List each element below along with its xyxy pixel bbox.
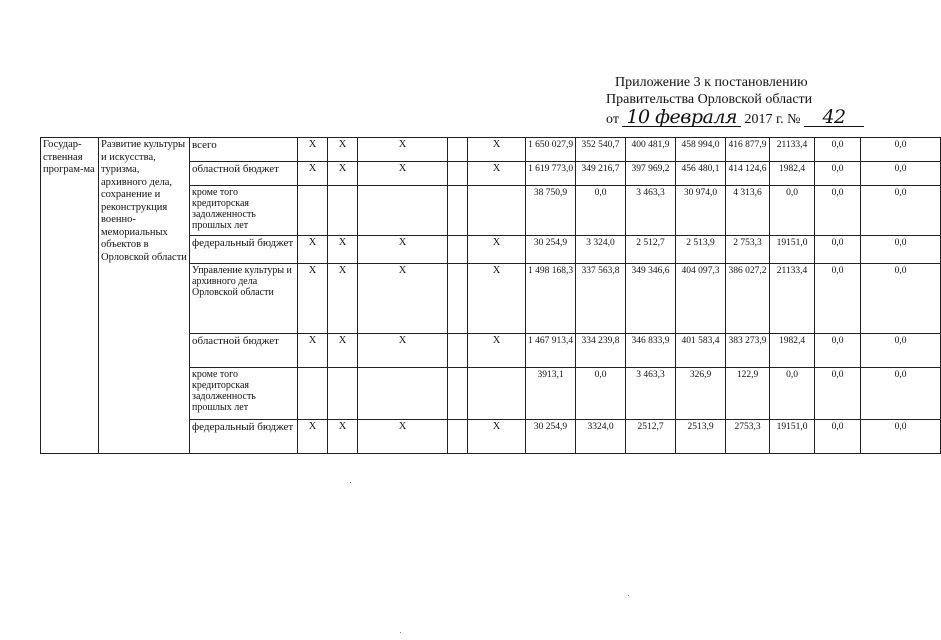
header-from: от bbox=[606, 112, 619, 127]
value-cell: 404 097,3 bbox=[676, 264, 726, 334]
value-cell: 21133,4 bbox=[770, 138, 815, 162]
row-label: всего bbox=[190, 138, 298, 162]
value-cell: 30 254,9 bbox=[526, 420, 576, 454]
x-mark-cell: X bbox=[328, 264, 358, 334]
value-cell: 0,0 bbox=[576, 186, 626, 236]
row-label: областной бюджет bbox=[190, 162, 298, 186]
x-mark-cell bbox=[328, 186, 358, 236]
value-cell: 1982,4 bbox=[770, 162, 815, 186]
value-cell: 397 969,2 bbox=[626, 162, 676, 186]
x-mark-cell: X bbox=[298, 264, 328, 334]
value-cell: 0,0 bbox=[861, 138, 941, 162]
value-cell: 414 124,6 bbox=[726, 162, 770, 186]
value-cell: 1 650 027,9 bbox=[526, 138, 576, 162]
spacer-cell bbox=[448, 368, 468, 420]
header-line-3 bbox=[560, 108, 880, 128]
x-mark-cell bbox=[358, 368, 448, 420]
value-cell: 0,0 bbox=[576, 368, 626, 420]
spacer-cell bbox=[448, 162, 468, 186]
value-cell: 0,0 bbox=[861, 368, 941, 420]
budget-table bbox=[40, 137, 941, 454]
x-mark-cell: X bbox=[298, 334, 328, 368]
x-mark-cell: X bbox=[358, 334, 448, 368]
value-cell: 3324,0 bbox=[576, 420, 626, 454]
program-name-cell: Развитие культуры и искусства, туризма, архивного дела, сохранение и реконструкция военно-мемориальных объектов в Орловской области bbox=[99, 138, 190, 454]
x-mark-cell bbox=[298, 186, 328, 236]
program-type-cell: Государ-ственная програм-ма bbox=[41, 138, 99, 454]
value-cell: 0,0 bbox=[815, 138, 861, 162]
handwritten-date: 10 февраля bbox=[622, 108, 741, 127]
value-cell: 0,0 bbox=[815, 368, 861, 420]
row-label: кроме того кредиторская задолженность прошлых лет bbox=[190, 368, 298, 420]
value-cell: 0,0 bbox=[861, 162, 941, 186]
value-cell: 2512,7 bbox=[626, 420, 676, 454]
value-cell: 416 877,9 bbox=[726, 138, 770, 162]
header-line-1: Приложение 3 к постановлению bbox=[615, 75, 808, 90]
x-mark-cell bbox=[328, 368, 358, 420]
value-cell: 2 753,3 bbox=[726, 236, 770, 264]
value-cell: 122,9 bbox=[726, 368, 770, 420]
x-mark-cell: X bbox=[298, 138, 328, 162]
x-mark-cell: X bbox=[328, 236, 358, 264]
x-mark-cell: X bbox=[468, 236, 526, 264]
value-cell: 0,0 bbox=[815, 420, 861, 454]
x-mark-cell bbox=[468, 186, 526, 236]
value-cell: 2753,3 bbox=[726, 420, 770, 454]
value-cell: 349 346,6 bbox=[626, 264, 676, 334]
x-mark-cell: X bbox=[468, 264, 526, 334]
value-cell: 1 498 168,3 bbox=[526, 264, 576, 334]
x-mark-cell: X bbox=[468, 138, 526, 162]
x-mark-cell: X bbox=[298, 236, 328, 264]
x-mark-cell: X bbox=[328, 420, 358, 454]
value-cell: 400 481,9 bbox=[626, 138, 676, 162]
row-label: кроме того кредиторская задолженность прошлых лет bbox=[190, 186, 298, 236]
row-label: федеральный бюджет bbox=[190, 236, 298, 264]
value-cell: 0,0 bbox=[861, 186, 941, 236]
value-cell: 2 513,9 bbox=[676, 236, 726, 264]
value-cell: 456 480,1 bbox=[676, 162, 726, 186]
x-mark-cell: X bbox=[468, 420, 526, 454]
value-cell: 383 273,9 bbox=[726, 334, 770, 368]
value-cell: 458 994,0 bbox=[676, 138, 726, 162]
x-mark-cell: X bbox=[328, 138, 358, 162]
document-header bbox=[560, 74, 880, 128]
spacer-cell bbox=[448, 420, 468, 454]
value-cell: 21133,4 bbox=[770, 264, 815, 334]
x-mark-cell bbox=[298, 368, 328, 420]
value-cell: 349 216,7 bbox=[576, 162, 626, 186]
value-cell: 3 463,3 bbox=[626, 186, 676, 236]
value-cell: 0,0 bbox=[861, 334, 941, 368]
x-mark-cell: X bbox=[468, 334, 526, 368]
spacer-cell bbox=[448, 138, 468, 162]
x-mark-cell bbox=[468, 368, 526, 420]
handwritten-number: 42 bbox=[804, 108, 864, 127]
row-label: Управление культуры и архивного дела Орловской области bbox=[190, 264, 298, 334]
value-cell: 352 540,7 bbox=[576, 138, 626, 162]
x-mark-cell: X bbox=[358, 264, 448, 334]
spacer-cell bbox=[448, 264, 468, 334]
value-cell: 337 563,8 bbox=[576, 264, 626, 334]
value-cell: 19151,0 bbox=[770, 236, 815, 264]
header-year: 2017 г. № bbox=[744, 112, 801, 127]
value-cell: 2 512,7 bbox=[626, 236, 676, 264]
x-mark-cell: X bbox=[468, 162, 526, 186]
value-cell: 0,0 bbox=[815, 264, 861, 334]
row-label: федеральный бюджет bbox=[190, 420, 298, 454]
value-cell: 3 324,0 bbox=[576, 236, 626, 264]
x-mark-cell: X bbox=[358, 162, 448, 186]
value-cell: 3 463,3 bbox=[626, 368, 676, 420]
value-cell: 4 313,6 bbox=[726, 186, 770, 236]
value-cell: 334 239,8 bbox=[576, 334, 626, 368]
value-cell: 38 750,9 bbox=[526, 186, 576, 236]
x-mark-cell: X bbox=[298, 162, 328, 186]
header-line-2: Правительства Орловской области bbox=[606, 92, 813, 107]
x-mark-cell: X bbox=[328, 162, 358, 186]
value-cell: 0,0 bbox=[815, 236, 861, 264]
table-row bbox=[41, 138, 941, 162]
value-cell: 19151,0 bbox=[770, 420, 815, 454]
value-cell: 0,0 bbox=[770, 186, 815, 236]
spacer-cell bbox=[448, 236, 468, 264]
value-cell: 0,0 bbox=[861, 236, 941, 264]
spacer-cell bbox=[448, 334, 468, 368]
x-mark-cell: X bbox=[358, 138, 448, 162]
value-cell: 0,0 bbox=[815, 162, 861, 186]
value-cell: 0,0 bbox=[815, 186, 861, 236]
spacer-cell bbox=[448, 186, 468, 236]
row-label: областной бюджет bbox=[190, 334, 298, 368]
value-cell: 0,0 bbox=[861, 264, 941, 334]
value-cell: 0,0 bbox=[815, 334, 861, 368]
x-mark-cell: X bbox=[328, 334, 358, 368]
x-mark-cell: X bbox=[298, 420, 328, 454]
value-cell: 2513,9 bbox=[676, 420, 726, 454]
value-cell: 326,9 bbox=[676, 368, 726, 420]
value-cell: 386 027,2 bbox=[726, 264, 770, 334]
value-cell: 0,0 bbox=[770, 368, 815, 420]
value-cell: 30 254,9 bbox=[526, 236, 576, 264]
value-cell: 30 974,0 bbox=[676, 186, 726, 236]
value-cell: 1982,4 bbox=[770, 334, 815, 368]
x-mark-cell: X bbox=[358, 420, 448, 454]
value-cell: 346 833,9 bbox=[626, 334, 676, 368]
value-cell: 3913,1 bbox=[526, 368, 576, 420]
value-cell: 1 467 913,4 bbox=[526, 334, 576, 368]
x-mark-cell: X bbox=[358, 236, 448, 264]
value-cell: 0,0 bbox=[861, 420, 941, 454]
value-cell: 401 583,4 bbox=[676, 334, 726, 368]
x-mark-cell bbox=[358, 186, 448, 236]
value-cell: 1 619 773,0 bbox=[526, 162, 576, 186]
